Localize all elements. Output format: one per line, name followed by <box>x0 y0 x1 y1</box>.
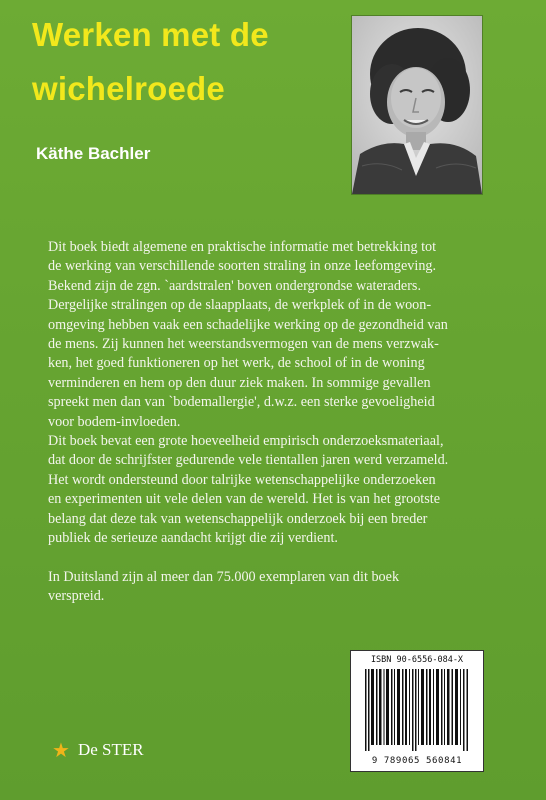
closing-line: In Duitsland zijn al meer dan 75.000 exemplaren van dit boek <box>48 568 400 585</box>
blurb-line: ken, het goed funktioneren op het werk, de school of in de woning <box>48 355 425 372</box>
barcode-digits: 9 789065 560841 <box>371 756 463 766</box>
author-photo <box>352 16 482 194</box>
blurb-line: dat door de schrijfster gedurende vele tientallen jaren werd verzameld. <box>48 452 449 469</box>
book-title <box>32 8 269 116</box>
publisher-logo <box>52 740 144 760</box>
blurb-line: Bekend zijn de zgn. `aardstralen' boven ondergrondse wateraders. <box>48 277 421 294</box>
blurb-line: publiek de serieuze aandacht krijgt die zij verdient. <box>48 530 338 547</box>
blurb-line: en experimenten uit vele delen van de wereld. Het is van het grootste <box>48 491 440 508</box>
star-icon: ★ <box>52 738 70 762</box>
isbn-barcode <box>350 650 484 772</box>
blurb-line: Dit boek bevat een grote hoeveelheid empirisch onderzoeksmateriaal, <box>48 433 444 450</box>
blurb-line: omgeving hebben vaak een schadelijke werking op de gezondheid van <box>48 316 448 333</box>
author-name: Käthe Bachler <box>36 144 151 163</box>
blurb-line: Dit boek biedt algemene en praktische informatie met betrekking tot <box>48 239 437 255</box>
blurb-line: spreekt men dan van `bodemallergie', d.w.z. een sterke gevoeligheid <box>48 394 435 411</box>
blurb-line: belang dat deze tak van wetenschappelijk onderzoek bij een breder <box>48 510 428 527</box>
blurb-line: Dergelijke stralingen op de slaapplaats, de werkplek of in de woon- <box>48 297 432 314</box>
blurb-line: de werking van verschillende soorten straling in onze leefomgeving. <box>48 258 437 275</box>
barcode-bars <box>365 669 469 751</box>
blurb-line: Het wordt ondersteund door talrijke wetenschappelijke onderzoeken <box>48 471 436 488</box>
closing-line: verspreid. <box>48 587 105 604</box>
blurb-line: voor bodem-invloeden. <box>48 413 181 430</box>
blurb-line: de mens. Zij kunnen het weerstandsvermogen van de mens verzwak- <box>48 336 439 353</box>
blurb-line: verminderen en hem op den duur ziek maken. In sommige gevallen <box>48 374 431 391</box>
isbn-label: ISBN 90-6556-084-X <box>370 655 464 665</box>
author-portrait-image <box>352 16 482 194</box>
back-cover-blurb <box>48 238 518 606</box>
title-line-1: Werken met de <box>32 16 269 53</box>
title-line-2: wichelroede <box>32 70 225 107</box>
publisher-name: De STER <box>77 740 144 759</box>
